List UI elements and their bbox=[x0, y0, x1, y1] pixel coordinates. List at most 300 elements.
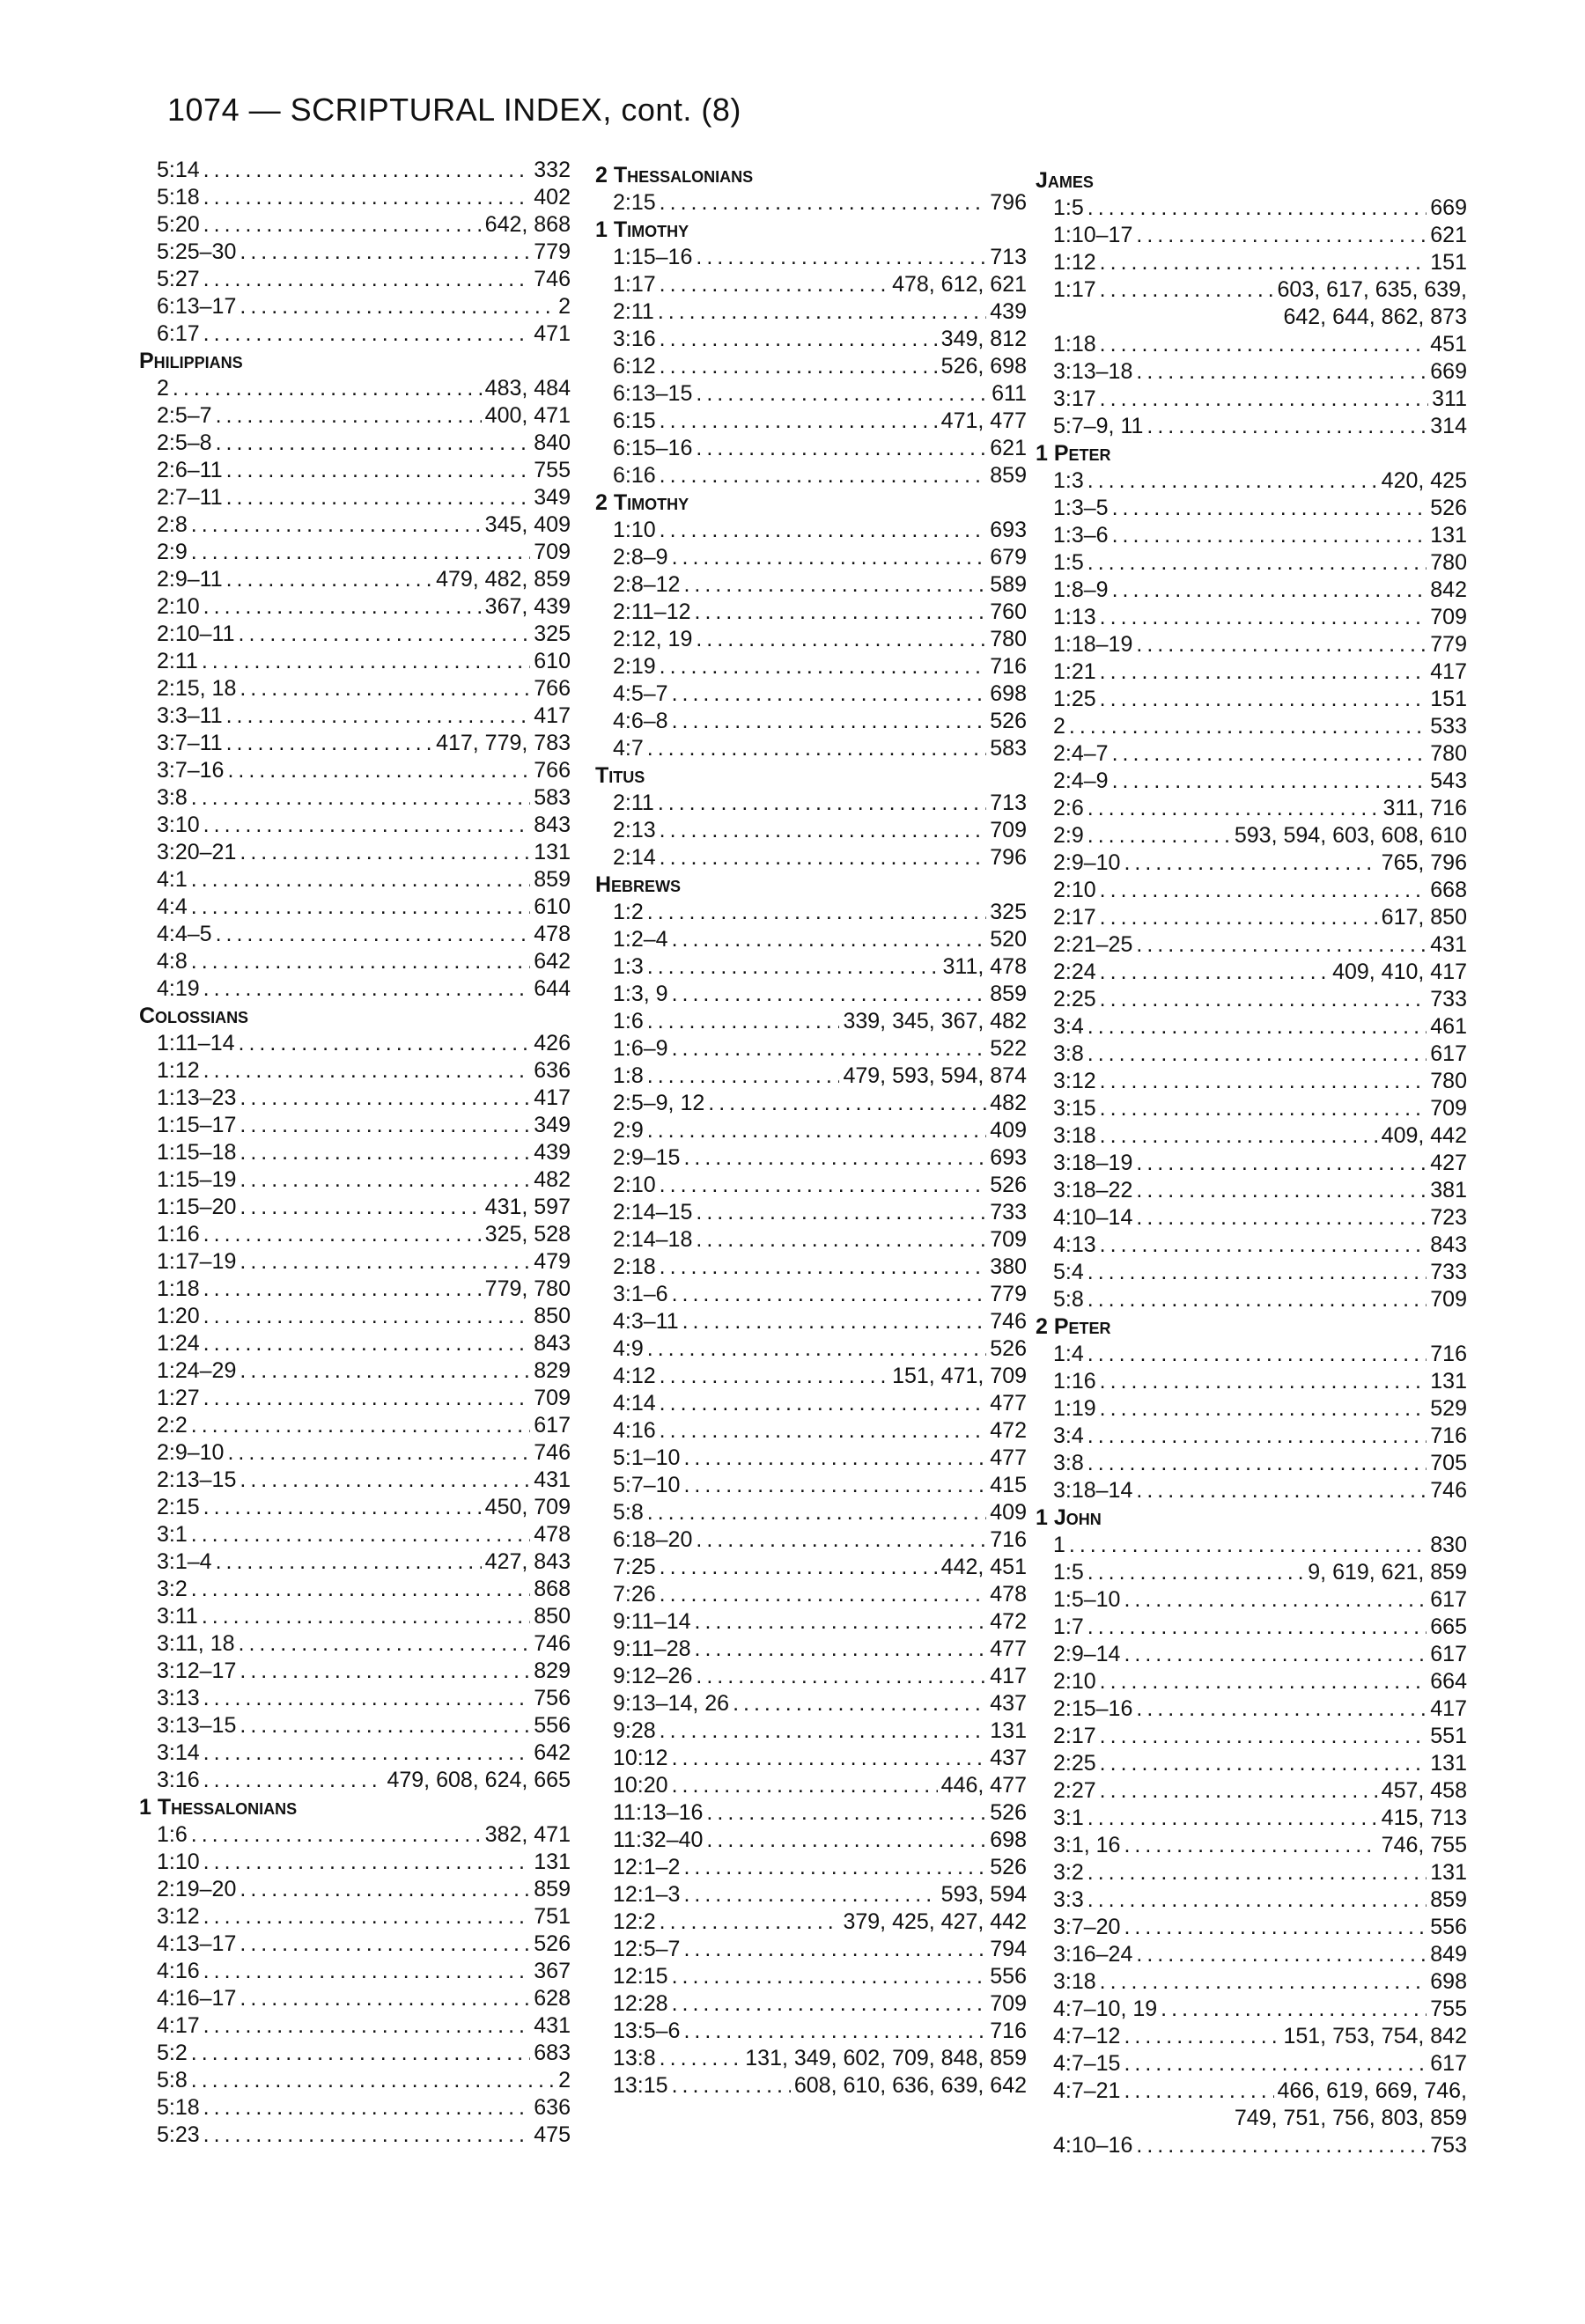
dot-leader bbox=[227, 757, 530, 784]
index-entry bbox=[157, 1849, 571, 1876]
index-entry bbox=[1053, 1832, 1467, 1859]
index-entry bbox=[157, 1903, 571, 1931]
dot-leader bbox=[240, 1085, 530, 1112]
index-entry bbox=[613, 353, 1027, 380]
entry-pages: 349 bbox=[534, 485, 571, 510]
dot-leader bbox=[202, 1603, 530, 1630]
book-heading: Philippians bbox=[139, 349, 243, 373]
dot-leader bbox=[1100, 276, 1274, 304]
entry-pages: 843 bbox=[1430, 1232, 1467, 1257]
index-entry bbox=[613, 1090, 1027, 1117]
dot-leader bbox=[683, 1936, 986, 1963]
entry-reference: 1:5 bbox=[1053, 1560, 1084, 1585]
entry-pages: 765, 796 bbox=[1381, 850, 1467, 875]
index-entry bbox=[613, 1554, 1027, 1581]
index-entry bbox=[157, 2012, 571, 2040]
entry-pages: 439 bbox=[990, 299, 1027, 324]
index-entry bbox=[613, 1745, 1027, 1772]
index-entry bbox=[613, 817, 1027, 844]
entry-reference: 2:11–12 bbox=[613, 599, 691, 624]
entry-pages: 859 bbox=[990, 982, 1027, 1006]
entry-pages: 367 bbox=[534, 1959, 571, 1983]
dot-leader bbox=[203, 2122, 531, 2149]
dot-leader bbox=[672, 1745, 987, 1772]
index-entry bbox=[613, 271, 1027, 298]
dot-leader bbox=[1136, 1150, 1426, 1177]
entry-pages: 381 bbox=[1430, 1178, 1467, 1202]
index-entry bbox=[613, 408, 1027, 435]
entry-reference: 4:19 bbox=[157, 976, 200, 1001]
entry-pages: 621 bbox=[1430, 223, 1467, 247]
dot-leader bbox=[203, 812, 531, 839]
entry-pages: 746 bbox=[534, 1631, 571, 1656]
index-entry bbox=[613, 1827, 1027, 1854]
dot-leader bbox=[706, 1799, 986, 1827]
book-heading: 2 Thessalonians bbox=[595, 163, 754, 188]
entry-reference: 2:5–9, 12 bbox=[613, 1091, 705, 1115]
entry-reference: 1:10 bbox=[157, 1850, 200, 1874]
entry-pages: 642 bbox=[534, 1740, 571, 1765]
dot-leader bbox=[203, 1958, 531, 1985]
index-entry bbox=[1053, 1695, 1467, 1723]
entry-reference: 1:17–19 bbox=[157, 1249, 237, 1274]
index-entry bbox=[1053, 1259, 1467, 1286]
entry-pages: 716 bbox=[990, 1527, 1027, 1552]
entry-pages: 617 bbox=[1430, 1642, 1467, 1666]
entry-reference: 2:15 bbox=[613, 190, 656, 215]
dot-leader bbox=[672, 544, 987, 571]
dot-leader bbox=[708, 1090, 986, 1117]
entry-pages: 131 bbox=[1430, 1860, 1467, 1885]
dot-leader bbox=[1136, 2132, 1426, 2159]
entry-pages: 733 bbox=[1430, 1260, 1467, 1284]
entry-reference: 3:15 bbox=[1053, 1096, 1096, 1121]
entry-reference: 5:7–9, 11 bbox=[1053, 414, 1144, 438]
entry-pages: 713 bbox=[990, 791, 1027, 815]
index-entry bbox=[1053, 1477, 1467, 1504]
entry-reference: 9:12–26 bbox=[613, 1664, 693, 1688]
entry-pages: 437 bbox=[990, 1746, 1027, 1770]
dot-leader bbox=[1100, 904, 1378, 931]
index-entry bbox=[613, 1799, 1027, 1827]
dot-leader bbox=[672, 1772, 938, 1799]
dot-leader bbox=[240, 1357, 530, 1385]
index-entry bbox=[1053, 386, 1467, 413]
entry-reference: 2:5–8 bbox=[157, 430, 212, 455]
entry-reference: 3:3–11 bbox=[157, 703, 223, 728]
entry-reference: 3:7–11 bbox=[157, 731, 223, 755]
dot-leader bbox=[1124, 849, 1377, 877]
index-entry bbox=[613, 544, 1027, 571]
entry-pages: 442, 451 bbox=[940, 1555, 1027, 1579]
dot-leader bbox=[1100, 877, 1427, 904]
entry-reference: 10:20 bbox=[613, 1773, 668, 1798]
entry-reference: 3:7–20 bbox=[1053, 1915, 1121, 1939]
index-entry bbox=[1053, 1095, 1467, 1122]
dot-leader bbox=[682, 1308, 987, 1335]
book-heading: Colossians bbox=[139, 1004, 249, 1028]
entry-pages: 850 bbox=[534, 1304, 571, 1328]
dot-leader bbox=[660, 1254, 987, 1281]
entry-pages: 709 bbox=[990, 1227, 1027, 1252]
entry-pages: 829 bbox=[534, 1658, 571, 1683]
entry-reference: 5:8 bbox=[157, 2068, 188, 2092]
entry-reference: 2:18 bbox=[613, 1254, 656, 1279]
entry-pages: 829 bbox=[534, 1358, 571, 1383]
entry-pages: 713 bbox=[990, 245, 1027, 269]
entry-reference: 3:12 bbox=[157, 1904, 200, 1929]
index-entry bbox=[157, 1931, 571, 1958]
book-heading: 1 Timothy bbox=[595, 217, 689, 242]
dot-leader bbox=[672, 926, 987, 953]
entry-reference: 2:13 bbox=[613, 818, 656, 842]
index-entry bbox=[613, 926, 1027, 953]
index-entry bbox=[1053, 222, 1467, 249]
dot-leader bbox=[203, 2094, 531, 2122]
dot-leader bbox=[1100, 686, 1427, 713]
index-entry bbox=[613, 1663, 1027, 1690]
entry-pages: 446, 477 bbox=[940, 1773, 1027, 1798]
index-entry bbox=[157, 1330, 571, 1357]
index-entry bbox=[613, 2045, 1027, 2072]
dot-leader bbox=[683, 1472, 986, 1499]
entry-reference: 2:14–15 bbox=[613, 1200, 693, 1225]
dot-leader bbox=[240, 1194, 481, 1221]
entry-reference: 2:11 bbox=[613, 299, 654, 324]
entry-reference: 3:1–6 bbox=[613, 1282, 668, 1306]
entry-reference: 1:16 bbox=[157, 1222, 200, 1247]
entry-reference: 3:3 bbox=[1053, 1887, 1084, 1912]
entry-pages: 417, 779, 783 bbox=[436, 731, 571, 755]
entry-pages: 556 bbox=[534, 1713, 571, 1738]
dot-leader bbox=[660, 326, 938, 353]
dot-leader bbox=[1087, 1805, 1378, 1832]
index-entry bbox=[157, 702, 571, 730]
entry-pages: 779, 780 bbox=[484, 1276, 571, 1301]
entry-pages: 556 bbox=[1430, 1915, 1467, 1939]
dot-leader bbox=[1136, 1477, 1426, 1504]
index-entry bbox=[157, 1494, 571, 1521]
entry-reference: 1:15–16 bbox=[613, 245, 693, 269]
entry-pages: 593, 594 bbox=[940, 1882, 1027, 1907]
index-entry bbox=[157, 1767, 571, 1794]
index-entry bbox=[1053, 1777, 1467, 1805]
entry-pages: 9, 619, 621, 859 bbox=[1308, 1560, 1467, 1585]
index-entry bbox=[1053, 931, 1467, 959]
dot-leader bbox=[240, 1112, 530, 1139]
dot-leader bbox=[191, 1521, 531, 1548]
entry-reference: 2:12, 19 bbox=[613, 627, 693, 651]
index-entry bbox=[157, 1112, 571, 1139]
index-entry bbox=[157, 1958, 571, 1985]
dot-leader bbox=[660, 408, 938, 435]
entry-reference: 1:12 bbox=[1053, 250, 1096, 275]
entry-reference: 1:2–4 bbox=[613, 927, 668, 952]
index-entry bbox=[613, 1881, 1027, 1908]
entry-reference: 2:9 bbox=[1053, 823, 1084, 848]
entry-reference: 5:18 bbox=[157, 2095, 200, 2120]
dot-leader bbox=[191, 894, 531, 921]
dot-leader bbox=[191, 1821, 482, 1849]
index-entry bbox=[613, 1063, 1027, 1090]
dot-leader bbox=[240, 1931, 530, 1958]
dot-leader bbox=[706, 1827, 986, 1854]
entry-reference: 3:4 bbox=[1053, 1423, 1084, 1448]
entry-reference: 3:11 bbox=[157, 1604, 198, 1629]
dot-leader bbox=[1100, 1750, 1427, 1777]
entry-reference: 2:17 bbox=[1053, 1724, 1096, 1748]
entry-pages: 617 bbox=[1430, 1041, 1467, 1066]
entry-pages: 621 bbox=[990, 436, 1027, 460]
index-entry bbox=[613, 953, 1027, 981]
index-entry bbox=[1053, 1968, 1467, 1996]
entry-pages: 780 bbox=[1430, 741, 1467, 766]
entry-reference: 1:15–19 bbox=[157, 1167, 237, 1192]
entry-reference: 1:8–9 bbox=[1053, 577, 1109, 602]
book-heading: 2 Peter bbox=[1036, 1314, 1111, 1339]
entry-reference: 2:15 bbox=[157, 1495, 200, 1519]
dot-leader bbox=[660, 1581, 987, 1608]
entry-reference: 2:10 bbox=[1053, 878, 1096, 902]
dot-leader bbox=[696, 626, 986, 653]
index-entry bbox=[613, 1499, 1027, 1526]
entry-pages: 709 bbox=[1430, 1096, 1467, 1121]
index-entry bbox=[157, 1685, 571, 1712]
entry-pages: 779 bbox=[1430, 632, 1467, 657]
entry-pages: 151 bbox=[1430, 250, 1467, 275]
entry-reference: 12:15 bbox=[613, 1964, 668, 1989]
index-entry bbox=[1053, 1750, 1467, 1777]
index-entry bbox=[157, 1057, 571, 1085]
entry-reference: 1:2 bbox=[613, 900, 644, 924]
index-entry bbox=[613, 1526, 1027, 1554]
index-entry bbox=[1053, 1805, 1467, 1832]
entry-pages: 131 bbox=[534, 1850, 571, 1874]
entry-pages: 2 bbox=[558, 294, 571, 319]
entry-pages: 705 bbox=[1430, 1451, 1467, 1475]
dot-leader bbox=[696, 380, 988, 408]
index-entry bbox=[613, 1172, 1027, 1199]
index-entry bbox=[1053, 1150, 1467, 1177]
entry-reference: 2:13–15 bbox=[157, 1467, 237, 1492]
page-header: 1074 — SCRIPTURAL INDEX, cont. (8) bbox=[167, 92, 741, 128]
dot-leader bbox=[1136, 358, 1426, 386]
entry-reference: 2:17 bbox=[1053, 905, 1096, 930]
dot-leader bbox=[660, 1554, 938, 1581]
dot-leader bbox=[203, 1903, 531, 1931]
entry-pages: 482 bbox=[534, 1167, 571, 1192]
index-entry bbox=[157, 839, 571, 866]
entry-reference: 4:4–5 bbox=[157, 922, 212, 946]
index-entry bbox=[157, 375, 571, 402]
index-entry bbox=[613, 326, 1027, 353]
entry-reference: 3:12–17 bbox=[157, 1658, 237, 1683]
entry-reference: 2:25 bbox=[1053, 987, 1096, 1011]
entry-pages: 131 bbox=[534, 840, 571, 864]
entry-reference: 1:27 bbox=[157, 1386, 200, 1410]
index-entry bbox=[157, 757, 571, 784]
entry-reference: 3:1, 16 bbox=[1053, 1833, 1121, 1857]
entry-reference: 5:20 bbox=[157, 212, 200, 237]
index-entry bbox=[613, 1717, 1027, 1745]
dot-leader bbox=[660, 1390, 987, 1417]
entry-reference: 1:20 bbox=[157, 1304, 200, 1328]
entry-reference: 1:5 bbox=[1053, 550, 1084, 575]
entry-pages: 610 bbox=[534, 649, 571, 673]
entry-pages: 683 bbox=[534, 2041, 571, 2065]
dot-leader bbox=[660, 817, 987, 844]
entry-reference: 1:15–17 bbox=[157, 1113, 237, 1137]
entry-reference: 6:16 bbox=[613, 463, 656, 488]
entry-reference: 4:14 bbox=[613, 1391, 656, 1416]
book-heading: 1 John bbox=[1036, 1505, 1102, 1530]
dot-leader bbox=[191, 2040, 531, 2067]
entry-pages: 479, 593, 594, 874 bbox=[843, 1063, 1027, 1088]
book-heading: 1 Peter bbox=[1036, 441, 1111, 466]
index-entry bbox=[157, 2040, 571, 2067]
entry-reference: 1:17 bbox=[1053, 277, 1096, 302]
dot-leader bbox=[203, 320, 531, 348]
entry-pages: 766 bbox=[534, 676, 571, 701]
index-entry bbox=[613, 1281, 1027, 1308]
entry-reference: 2:21–25 bbox=[1053, 932, 1133, 957]
entry-pages: 457, 458 bbox=[1381, 1778, 1467, 1803]
entry-reference: 4:16 bbox=[613, 1418, 656, 1443]
entry-reference: 4:16–17 bbox=[157, 1986, 237, 2011]
entry-pages: 780 bbox=[1430, 550, 1467, 575]
entry-reference: 12:1–2 bbox=[613, 1855, 681, 1879]
index-entry bbox=[613, 1990, 1027, 2018]
index-entry bbox=[157, 948, 571, 975]
entry-reference: 5:1–10 bbox=[613, 1445, 681, 1470]
entry-pages: 859 bbox=[534, 1877, 571, 1901]
index-entry bbox=[613, 790, 1027, 817]
entry-reference: 4:9 bbox=[613, 1336, 644, 1361]
entry-reference: 3:18–22 bbox=[1053, 1178, 1133, 1202]
entry-pages: 417 bbox=[1430, 1696, 1467, 1721]
entry-reference: 2:9 bbox=[613, 1118, 644, 1143]
entry-reference: 2:10 bbox=[1053, 1669, 1096, 1694]
index-entry bbox=[613, 189, 1027, 217]
index-entry bbox=[157, 1085, 571, 1112]
entry-pages: 409 bbox=[990, 1118, 1027, 1143]
entry-pages: 746 bbox=[534, 1440, 571, 1465]
dot-leader bbox=[660, 2045, 742, 2072]
entry-pages: 325 bbox=[534, 621, 571, 646]
dot-leader bbox=[1112, 740, 1427, 768]
index-entry bbox=[613, 1963, 1027, 1990]
index-entry bbox=[1053, 2132, 1467, 2159]
index-entry bbox=[613, 1008, 1027, 1035]
entry-pages: 755 bbox=[534, 458, 571, 482]
index-entry bbox=[157, 1548, 571, 1576]
entry-reference: 1:3 bbox=[1053, 468, 1084, 493]
entry-pages: 551 bbox=[1430, 1724, 1467, 1748]
entry-reference: 2:5–7 bbox=[157, 403, 212, 428]
entry-pages: 716 bbox=[990, 2019, 1027, 2043]
entry-reference: 3:8 bbox=[1053, 1041, 1084, 1066]
index-entry bbox=[1053, 1232, 1467, 1259]
entry-reference: 1:15–18 bbox=[157, 1140, 237, 1165]
dot-leader bbox=[240, 1876, 530, 1903]
dot-leader bbox=[1112, 522, 1427, 549]
entry-reference: 13:8 bbox=[613, 2046, 656, 2070]
entry-pages: 477 bbox=[990, 1445, 1027, 1470]
dot-leader bbox=[1087, 1286, 1427, 1313]
index-entry bbox=[157, 675, 571, 702]
dot-leader bbox=[203, 266, 531, 293]
index-entry bbox=[613, 1335, 1027, 1363]
dot-leader bbox=[1136, 222, 1426, 249]
entry-pages: 529 bbox=[1430, 1396, 1467, 1421]
entry-reference: 3:16 bbox=[613, 327, 656, 351]
entry-pages: 477 bbox=[990, 1391, 1027, 1416]
entry-reference: 5:14 bbox=[157, 158, 200, 182]
index-entry bbox=[157, 1467, 571, 1494]
entry-reference: 1:13–23 bbox=[157, 1085, 237, 1110]
index-entry bbox=[157, 1630, 571, 1658]
entry-reference: 12:2 bbox=[613, 1909, 656, 1934]
entry-reference: 2:19–20 bbox=[157, 1877, 237, 1901]
entry-pages: 131, 349, 602, 709, 848, 859 bbox=[745, 2046, 1027, 2070]
dot-leader bbox=[660, 353, 938, 380]
entry-reference: 2:4–9 bbox=[1053, 769, 1109, 793]
dot-leader bbox=[239, 1030, 531, 1057]
entry-pages: 427, 843 bbox=[484, 1549, 571, 1574]
entry-pages: 780 bbox=[1430, 1069, 1467, 1093]
entry-reference: 4:17 bbox=[157, 2013, 200, 2038]
entry-pages: 471 bbox=[534, 321, 571, 346]
dot-leader bbox=[1100, 1968, 1427, 1996]
index-entry bbox=[613, 1144, 1027, 1172]
entry-pages: 709 bbox=[990, 1991, 1027, 2016]
entry-pages: 868 bbox=[534, 1577, 571, 1601]
dot-leader bbox=[1100, 331, 1427, 358]
dot-leader bbox=[647, 1335, 987, 1363]
entry-reference: 1:10 bbox=[613, 518, 656, 542]
entry-reference: 4:4 bbox=[157, 894, 188, 919]
entry-pages: 409 bbox=[990, 1500, 1027, 1525]
entry-reference: 6:12 bbox=[613, 354, 656, 379]
dot-leader bbox=[696, 1226, 986, 1254]
index-entry bbox=[1053, 1041, 1467, 1068]
entry-pages: 461 bbox=[1430, 1014, 1467, 1039]
book-heading: James bbox=[1036, 168, 1094, 193]
dot-leader bbox=[1112, 768, 1427, 795]
index-entry bbox=[613, 1936, 1027, 1963]
index-entry bbox=[613, 517, 1027, 544]
index-entry bbox=[1053, 658, 1467, 686]
dot-leader bbox=[240, 1712, 530, 1739]
entry-reference: 4:16 bbox=[157, 1959, 200, 1983]
dot-leader bbox=[660, 189, 987, 217]
dot-leader bbox=[1100, 249, 1427, 276]
index-entry bbox=[1053, 1996, 1467, 2023]
entry-reference: 10:12 bbox=[613, 1746, 668, 1770]
entry-reference: 3:1 bbox=[157, 1522, 188, 1547]
dot-leader bbox=[696, 1526, 986, 1554]
entry-pages: 332 bbox=[534, 158, 571, 182]
entry-reference: 1:11–14 bbox=[157, 1031, 235, 1055]
dot-leader bbox=[203, 1849, 531, 1876]
dot-leader bbox=[672, 1990, 987, 2018]
entry-reference: 3:18–19 bbox=[1053, 1151, 1133, 1175]
dot-leader bbox=[203, 1385, 531, 1412]
entry-pages: 367, 439 bbox=[484, 594, 571, 619]
index-entry bbox=[1053, 413, 1467, 440]
index-entry bbox=[157, 866, 571, 894]
dot-leader bbox=[695, 1636, 987, 1663]
